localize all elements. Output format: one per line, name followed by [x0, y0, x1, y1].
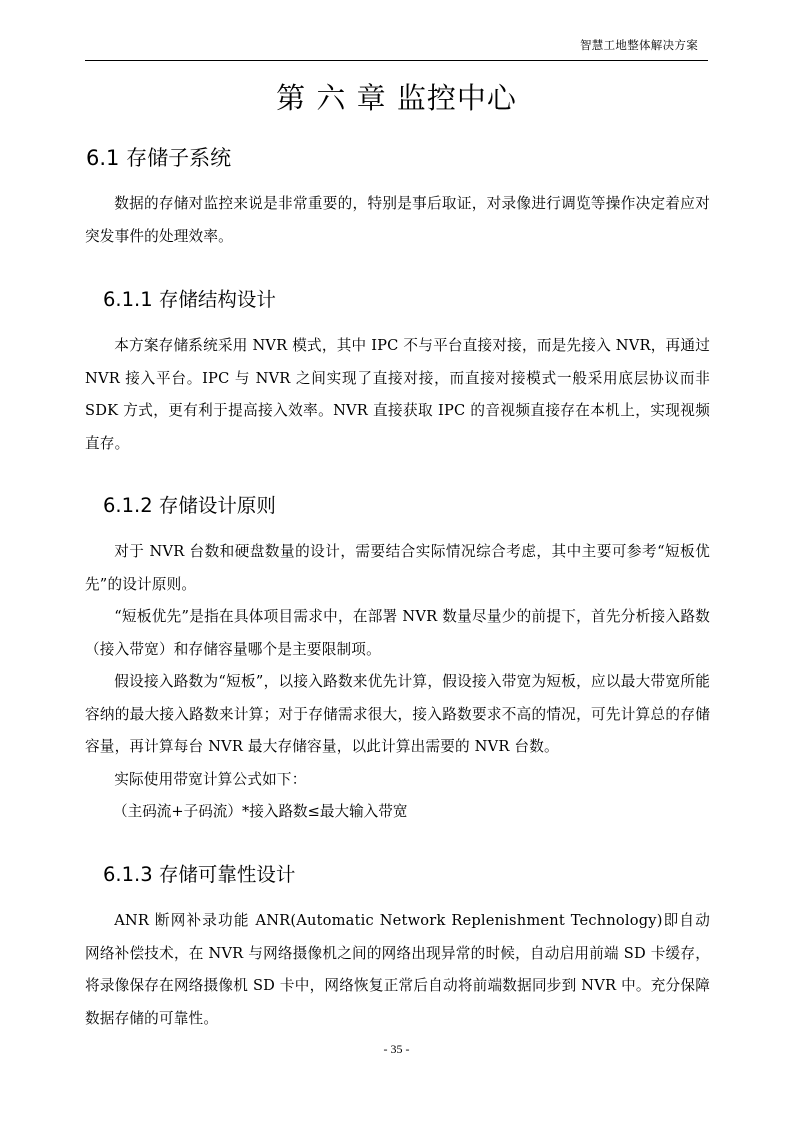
section-6-1-1-paragraph: 本方案存储系统采用 NVR 模式，其中 IPC 不与平台直接对接，而是先接入 NVR，再通过 NVR 接入平台。IPC 与 NVR 之间实现了直接对接，而直接对接模式一般采用底层协议而非 SDK 方式，更有利于提高接入效率。NVR 直接获取 IPC 的音视频直接存在本机上，实现视频直存。 — [85, 337, 710, 452]
section-6-1-1-heading: 6.1.1 存储结构设计 — [103, 288, 276, 311]
section-6-1-paragraph: 数据的存储对监控来说是非常重要的，特别是事后取证，对录像进行调览等操作决定着应对突发事件的处理效率。 — [85, 195, 710, 245]
running-header: 智慧工地整体解决方案 — [580, 38, 698, 52]
section-6-1-3-heading: 6.1.3 存储可靠性设计 — [103, 863, 296, 886]
section-6-1-2-paragraph-3: 假设接入路数为“短板”，以接入路数来优先计算，假设接入带宽为短板，应以最大带宽所能容纳的最大接入路数来计算；对于存储需求很大，接入路数要求不高的情况，可先计算总的存储容量，再计算每台 NVR 最大存储容量，以此计算出需要的 NVR 台数。 — [85, 673, 710, 756]
section-6-1-2-heading: 6.1.2 存储设计原则 — [103, 494, 276, 517]
header-rule — [85, 60, 708, 61]
page-number: - 35 - — [383, 1042, 410, 1056]
bandwidth-formula: （主码流+子码流）*接入路数≤最大输入带宽 — [113, 803, 408, 820]
chapter-title: 第 六 章 监控中心 — [276, 81, 517, 115]
section-6-1-2-paragraph-1: 对于 NVR 台数和硬盘数量的设计，需要结合实际情况综合考虑，其中主要可参考“短板优先”的设计原则。 — [85, 543, 710, 593]
section-6-1-heading: 6.1 存储子系统 — [86, 146, 232, 170]
section-6-1-2-paragraph-2: “短板优先”是指在具体项目需求中，在部署 NVR 数量尽量少的前提下，首先分析接入路数（接入带宽）和存储容量哪个是主要限制项。 — [85, 608, 710, 658]
section-6-1-2-paragraph-4: 实际使用带宽计算公式如下： — [114, 771, 307, 788]
section-6-1-3-paragraph: ANR 断网补录功能 ANR(Automatic Network Replenishment Technology)即自动网络补偿技术，在 NVR 与网络摄像机之间的网络出现异常的时候，自动启用前端 SD 卡缓存，将录像保存在网络摄像机 SD 卡中，网络恢复正常后自动将前端数据同步到 NVR 中。充分保障数据存储的可靠性。 — [85, 912, 710, 1027]
